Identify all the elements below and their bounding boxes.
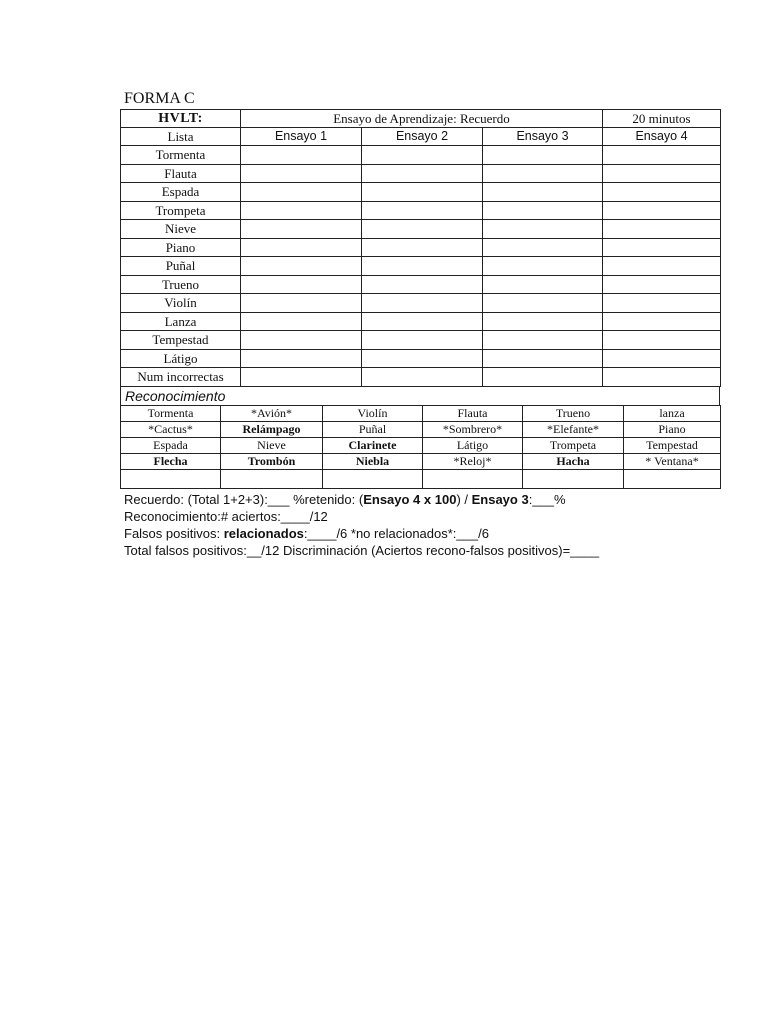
table-row xyxy=(121,349,721,368)
response-cell[interactable] xyxy=(603,201,721,220)
response-cell[interactable] xyxy=(362,220,483,239)
learning-trials-table xyxy=(120,109,721,387)
table-row xyxy=(121,331,721,350)
recognition-cell: Puñal xyxy=(323,421,423,437)
response-cell[interactable] xyxy=(241,331,362,350)
minutes-header: 20 minutos xyxy=(603,110,721,128)
recall-text: ) / xyxy=(456,491,472,507)
response-cell[interactable] xyxy=(603,312,721,331)
recognition-table xyxy=(120,405,721,489)
word-cell: Látigo xyxy=(121,349,241,368)
table-row xyxy=(121,312,721,331)
table-row xyxy=(121,257,721,276)
response-cell[interactable] xyxy=(483,349,603,368)
response-cell[interactable] xyxy=(483,146,603,165)
response-cell[interactable] xyxy=(362,368,483,387)
empty-cell[interactable] xyxy=(221,469,323,488)
response-cell[interactable] xyxy=(362,349,483,368)
response-cell[interactable] xyxy=(483,331,603,350)
ensayo-4-header: Ensayo 4 xyxy=(603,128,721,146)
response-cell[interactable] xyxy=(362,294,483,313)
response-cell[interactable] xyxy=(362,146,483,165)
response-cell[interactable] xyxy=(603,294,721,313)
recognition-cell: Látigo xyxy=(423,437,523,453)
response-cell[interactable] xyxy=(241,146,362,165)
false-positives-text: :____/6 *no relacionados*:___/6 xyxy=(303,525,489,541)
recognition-cell: *Avión* xyxy=(221,405,323,421)
response-cell[interactable] xyxy=(483,368,603,387)
word-cell: Flauta xyxy=(121,164,241,183)
response-cell[interactable] xyxy=(603,238,721,257)
form-title: FORMA C xyxy=(124,90,195,107)
response-cell[interactable] xyxy=(483,275,603,294)
false-positives-bold-text: relacionados xyxy=(223,525,304,541)
table-row xyxy=(121,437,721,453)
recognition-cell: Trueno xyxy=(523,405,624,421)
recognition-cell: *Reloj* xyxy=(423,453,523,469)
table-header-row xyxy=(121,110,721,128)
table-row xyxy=(121,164,721,183)
response-cell[interactable] xyxy=(603,349,721,368)
response-cell[interactable] xyxy=(241,257,362,276)
ensayo-3-header: Ensayo 3 xyxy=(483,128,603,146)
response-cell[interactable] xyxy=(241,275,362,294)
recognition-cell: Violín xyxy=(323,405,423,421)
recognition-cell: Trombón xyxy=(221,453,323,469)
total-false-positives-line: Total falsos positivos:__/12 Discriminación (Aciertos recono-falsos positivos)=____ xyxy=(124,542,600,558)
table-row xyxy=(121,421,721,437)
word-cell: Nieve xyxy=(121,220,241,239)
word-cell: Num incorrectas xyxy=(121,368,241,387)
word-cell: Espada xyxy=(121,183,241,202)
empty-cell[interactable] xyxy=(323,469,423,488)
recognition-cell: Clarinete xyxy=(323,437,423,453)
recognition-cell: lanza xyxy=(624,405,721,421)
recognition-cell: Piano xyxy=(624,421,721,437)
word-cell: Piano xyxy=(121,238,241,257)
recognition-cell: *Sombrero* xyxy=(423,421,523,437)
form-document xyxy=(120,90,720,559)
response-cell[interactable] xyxy=(603,220,721,239)
word-cell: Tempestad xyxy=(121,331,241,350)
response-cell[interactable] xyxy=(603,331,721,350)
scoring-notes xyxy=(120,491,720,559)
lista-label: Lista xyxy=(121,128,241,146)
response-cell[interactable] xyxy=(483,164,603,183)
recall-text: :___% xyxy=(528,491,566,507)
recognition-cell: Flecha xyxy=(121,453,221,469)
word-cell: Violín xyxy=(121,294,241,313)
table-row xyxy=(121,201,721,220)
empty-cell[interactable] xyxy=(523,469,624,488)
table-row xyxy=(121,146,721,165)
recognition-cell: * Ventana* xyxy=(624,453,721,469)
recognition-cell: *Cactus* xyxy=(121,421,221,437)
response-cell[interactable] xyxy=(483,294,603,313)
recognition-cell: Trompeta xyxy=(523,437,624,453)
response-cell[interactable] xyxy=(483,183,603,202)
hvlt-label: HVLT: xyxy=(121,110,241,128)
response-cell[interactable] xyxy=(362,164,483,183)
response-cell[interactable] xyxy=(241,349,362,368)
response-cell[interactable] xyxy=(362,275,483,294)
recall-text: Recuerdo: (Total 1+2+3):___ %retenido: ( xyxy=(124,491,364,507)
word-cell: Trueno xyxy=(121,275,241,294)
recognition-cell: Tormenta xyxy=(121,405,221,421)
recognition-cell: Tempestad xyxy=(624,437,721,453)
response-cell[interactable] xyxy=(483,201,603,220)
response-cell[interactable] xyxy=(362,201,483,220)
recall-bold-text: Ensayo 3 xyxy=(471,491,529,507)
table-row xyxy=(121,294,721,313)
response-cell[interactable] xyxy=(241,220,362,239)
ensayo-header: Ensayo de Aprendizaje: Recuerdo xyxy=(241,110,603,128)
false-positives-text: Falsos positivos: xyxy=(124,525,224,541)
response-cell[interactable] xyxy=(241,294,362,313)
recognition-cell: Relámpago xyxy=(221,421,323,437)
response-cell[interactable] xyxy=(603,146,721,165)
response-cell[interactable] xyxy=(603,183,721,202)
empty-cell[interactable] xyxy=(423,469,523,488)
response-cell[interactable] xyxy=(483,220,603,239)
response-cell[interactable] xyxy=(362,257,483,276)
recognition-cell: Niebla xyxy=(323,453,423,469)
recognition-cell: Espada xyxy=(121,437,221,453)
recognition-cell: Flauta xyxy=(423,405,523,421)
reconocimiento-title: Reconocimiento xyxy=(120,387,720,405)
response-cell[interactable] xyxy=(483,312,603,331)
false-positives-line xyxy=(124,525,720,542)
table-row xyxy=(121,275,721,294)
table-subheader-row xyxy=(121,128,721,146)
table-row xyxy=(121,368,721,387)
table-row xyxy=(121,220,721,239)
table-row xyxy=(121,238,721,257)
word-cell: Puñal xyxy=(121,257,241,276)
ensayo-1-header: Ensayo 1 xyxy=(241,128,362,146)
response-cell[interactable] xyxy=(603,257,721,276)
response-cell[interactable] xyxy=(241,238,362,257)
recall-bold-text: Ensayo 4 x 100 xyxy=(363,491,457,507)
table-row xyxy=(121,469,721,488)
recall-line xyxy=(124,491,720,508)
response-cell[interactable] xyxy=(603,275,721,294)
word-cell: Tormenta xyxy=(121,146,241,165)
ensayo-2-header: Ensayo 2 xyxy=(362,128,483,146)
response-cell[interactable] xyxy=(362,331,483,350)
response-cell[interactable] xyxy=(483,257,603,276)
recognition-cell: Hacha xyxy=(523,453,624,469)
response-cell[interactable] xyxy=(362,183,483,202)
table-row xyxy=(121,183,721,202)
response-cell[interactable] xyxy=(241,368,362,387)
response-cell[interactable] xyxy=(603,164,721,183)
response-cell[interactable] xyxy=(362,312,483,331)
empty-cell[interactable] xyxy=(121,469,221,488)
response-cell[interactable] xyxy=(241,312,362,331)
response-cell[interactable] xyxy=(241,201,362,220)
response-cell[interactable] xyxy=(603,368,721,387)
recognition-line: Reconocimiento:# aciertos:____/12 xyxy=(124,508,328,524)
empty-cell[interactable] xyxy=(624,469,721,488)
table-row xyxy=(121,453,721,469)
table-row xyxy=(121,405,721,421)
recognition-cell: Nieve xyxy=(221,437,323,453)
response-cell[interactable] xyxy=(241,164,362,183)
word-cell: Lanza xyxy=(121,312,241,331)
response-cell[interactable] xyxy=(362,238,483,257)
response-cell[interactable] xyxy=(241,183,362,202)
recognition-cell: *Elefante* xyxy=(523,421,624,437)
response-cell[interactable] xyxy=(483,238,603,257)
word-cell: Trompeta xyxy=(121,201,241,220)
